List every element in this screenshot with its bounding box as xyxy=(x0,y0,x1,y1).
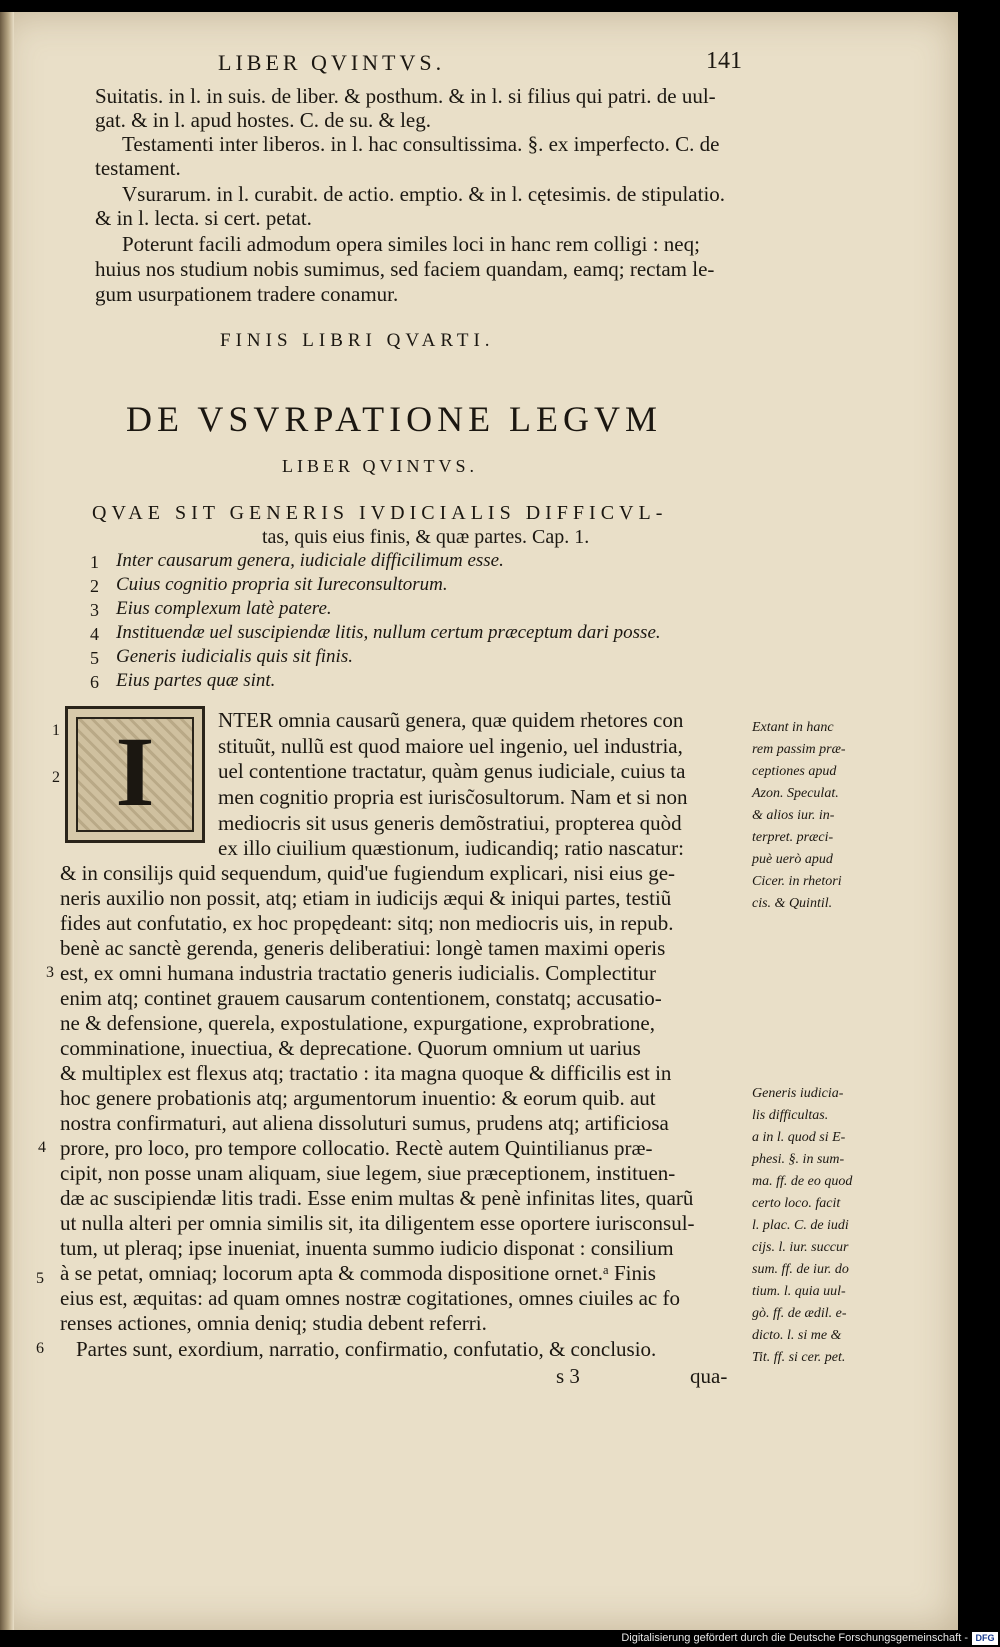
margin-number: 1 xyxy=(52,722,60,739)
body-line: Partes sunt, exordium, narratio, confirmatio, confutatio, & conclusio. xyxy=(76,1337,657,1361)
margin-note-line: Cicer. in rhetori xyxy=(752,874,842,889)
summary-item: Cuius cognitio propria sit Iureconsultorum. xyxy=(116,574,448,595)
summary-item: Inter causarum genera, iudiciale difficilimum esse. xyxy=(116,550,504,571)
body-line: est, ex omni humana industria tractatio generis iudicialis. Complectitur xyxy=(60,961,657,985)
summary-item: Instituendæ uel suscipiendæ litis, nullum certum præceptum dari posse. xyxy=(116,622,661,643)
margin-number: 5 xyxy=(36,1270,44,1287)
catchword: qua- xyxy=(690,1364,728,1388)
summary-number: 2 xyxy=(90,576,99,596)
body-line: renses actiones, omnia deniq; studia debent referri. xyxy=(60,1311,487,1335)
margin-number: 2 xyxy=(52,769,60,786)
margin-number: 3 xyxy=(46,964,54,981)
margin-note-line: sum. ff. de iur. do xyxy=(752,1262,849,1277)
text-line: testament. xyxy=(95,156,181,180)
text-line: & in l. lecta. si cert. petat. xyxy=(95,206,312,230)
margin-note-line: dicto. l. si me & xyxy=(752,1328,842,1343)
body-line: uel contentione tractatur, quàm genus iudiciale, cuius ta xyxy=(218,759,686,783)
chapter-heading-line1: QVAE SIT GENERIS IVDICIALIS DIFFICVL- xyxy=(92,502,668,524)
body-line: à se petat, omniaq; locorum apta & commoda dispositione ornet.ᵃ Finis xyxy=(60,1261,656,1285)
body-line: tum, ut pleraq; ipse inueniat, inuenta summo iudicio disponat : consilium xyxy=(60,1236,674,1260)
margin-note-line: ma. ff. de eo quod xyxy=(752,1174,853,1189)
text-line: gum usurpationem tradere conamur. xyxy=(95,282,399,306)
body-line: comminatione, inuectiua, & deprecatione. Quorum omnium ut uarius xyxy=(60,1036,641,1060)
initial-letter: I xyxy=(115,716,155,827)
body-line: mediocris sit usus generis demõstratiui, propterea quòd xyxy=(218,811,682,835)
text-line: Suitatis. in l. in suis. de liber. & posthum. & in l. si filius qui patri. de uul- xyxy=(95,84,716,108)
margin-note-line: Tit. ff. si cer. pet. xyxy=(752,1350,846,1365)
body-line: hoc genere probationis atq; argumentorum inuentio: & eorum quib. aut xyxy=(60,1086,656,1110)
summary-number: 5 xyxy=(90,648,99,668)
margin-note-line: cis. & Quintil. xyxy=(752,896,833,911)
summary-item: Eius complexum latè patere. xyxy=(116,598,332,619)
body-line: dæ ac suscipiendæ litis tradi. Esse enim multas & penè infinitas lites, quarũ xyxy=(60,1186,694,1210)
ornamental-initial xyxy=(65,706,205,843)
summary-number: 6 xyxy=(90,672,99,692)
margin-note-line: gò. ff. de ædil. e- xyxy=(752,1306,847,1321)
margin-note-line: ceptiones apud xyxy=(752,764,837,779)
funding-notice: Digitalisierung gefördert durch die Deutsche Forschungsgemeinschaft - xyxy=(621,1632,968,1644)
page-gutter xyxy=(0,12,14,1630)
margin-note-line: Azon. Speculat. xyxy=(752,786,839,801)
body-line: ex illo ciuilium quæstionum, iudicandiq; ratio nascatur: xyxy=(218,836,685,860)
chapter-heading-line2: tas, quis eius finis, & quæ partes. Cap. 1. xyxy=(262,526,590,548)
body-line: cipit, non posse unam aliquam, siue legem, siue præceptionem, instituen- xyxy=(60,1161,676,1185)
body-line: ut nulla alteri per omnia similis sit, ita diligentem esse oportere iurisconsul- xyxy=(60,1211,695,1235)
summary-number: 4 xyxy=(90,624,99,644)
margin-note-line: phesi. §. in sum- xyxy=(752,1152,845,1167)
margin-note-line: a in l. quod si E- xyxy=(752,1130,846,1145)
book-title: DE VSVRPATIONE LEGVM xyxy=(126,399,663,439)
margin-note-line: l. plac. C. de iudi xyxy=(752,1218,849,1233)
margin-note-line: rem passim præ- xyxy=(752,742,846,757)
margin-note-line: Generis iudicia- xyxy=(752,1086,844,1101)
body-line: eius est, æquitas: ad quam omnes nostræ cogitationes, omnes ciuiles ac fo xyxy=(60,1286,680,1310)
body-line: men cognitio propria est iurisc̃osultorum. Nam et si non xyxy=(218,785,688,809)
summary-number: 1 xyxy=(90,552,99,572)
body-line: NTER omnia causarũ genera, quæ quidem rhetores con xyxy=(218,708,684,732)
book-page xyxy=(0,12,958,1630)
margin-note-line: terpret. præci- xyxy=(752,830,834,845)
body-line: prore, pro loco, pro tempore collocatio. Rectè autem Quintilianus præ- xyxy=(60,1136,653,1160)
margin-note-line: Extant in hanc xyxy=(752,720,834,735)
text-line: Vsurarum. in l. curabit. de actio. emptio. & in l. cętesimis. de stipulatio. xyxy=(122,182,726,206)
body-line: nostra confirmaturi, aut aliena dissoluturi sumus, prudens atq; artificiosa xyxy=(60,1111,669,1135)
text-line: huius nos studium nobis sumimus, sed faciem quandam, eamq; rectam le- xyxy=(95,257,715,281)
body-line: enim atq; continet grauem causarum contentionem, constatq; accusatio- xyxy=(60,986,662,1010)
body-line: & in consilijs quid sequendum, quid'ue fugiendum explicari, nisi eius ge- xyxy=(60,861,676,885)
text-line: gat. & in l. apud hostes. C. de su. & leg. xyxy=(95,108,431,132)
margin-note-line: & alios iur. in- xyxy=(752,808,835,823)
body-line: neris auxilio non possit, atq; etiam in iudicijs æqui & iniqui partes, testiũ xyxy=(60,886,672,910)
book-subtitle: LIBER QVINTVS. xyxy=(282,456,478,476)
margin-note-line: puè uerò apud xyxy=(752,852,833,867)
margin-note-line: tium. l. quia uul- xyxy=(752,1284,846,1299)
signature-mark: s 3 xyxy=(556,1364,580,1388)
margin-note-line: cijs. l. iur. succur xyxy=(752,1240,849,1255)
body-line: benè ac sanctè gerenda, generis deliberatiui: longè tamen maximi operis xyxy=(60,936,666,960)
body-line: stituũt, nullũ est quod maiore uel ingenio, uel industria, xyxy=(218,734,683,758)
body-line: ne & defensione, querela, expostulatione, expurgatione, exprobratione, xyxy=(60,1011,655,1035)
finis-line: FINIS LIBRI QVARTI. xyxy=(220,330,495,351)
margin-note-line: certo loco. facit xyxy=(752,1196,841,1211)
summary-item: Eius partes quæ sint. xyxy=(116,670,276,691)
margin-number: 6 xyxy=(36,1340,44,1357)
text-line: Testamenti inter liberos. in l. hac consultissima. §. ex imperfecto. C. de xyxy=(122,132,720,156)
margin-number: 4 xyxy=(38,1139,46,1156)
folio-number: 141 xyxy=(706,48,742,74)
margin-note-line: lis difficultas. xyxy=(752,1108,829,1123)
body-line: & multiplex est flexus atq; tractatio : ita magna quoque & difficilis est in xyxy=(60,1061,672,1085)
text-line: Poterunt facili admodum opera similes loci in hanc rem colligi : neq; xyxy=(122,232,700,256)
running-title: LIBER QVINTVS. xyxy=(218,50,446,75)
summary-number: 3 xyxy=(90,600,99,620)
summary-item: Generis iudicialis quis sit finis. xyxy=(116,646,353,667)
body-line: fides aut confutatio, ex hoc propędeant: sitq; non mediocris uis, in repub. xyxy=(60,911,674,935)
dfg-logo: DFG xyxy=(972,1632,998,1645)
